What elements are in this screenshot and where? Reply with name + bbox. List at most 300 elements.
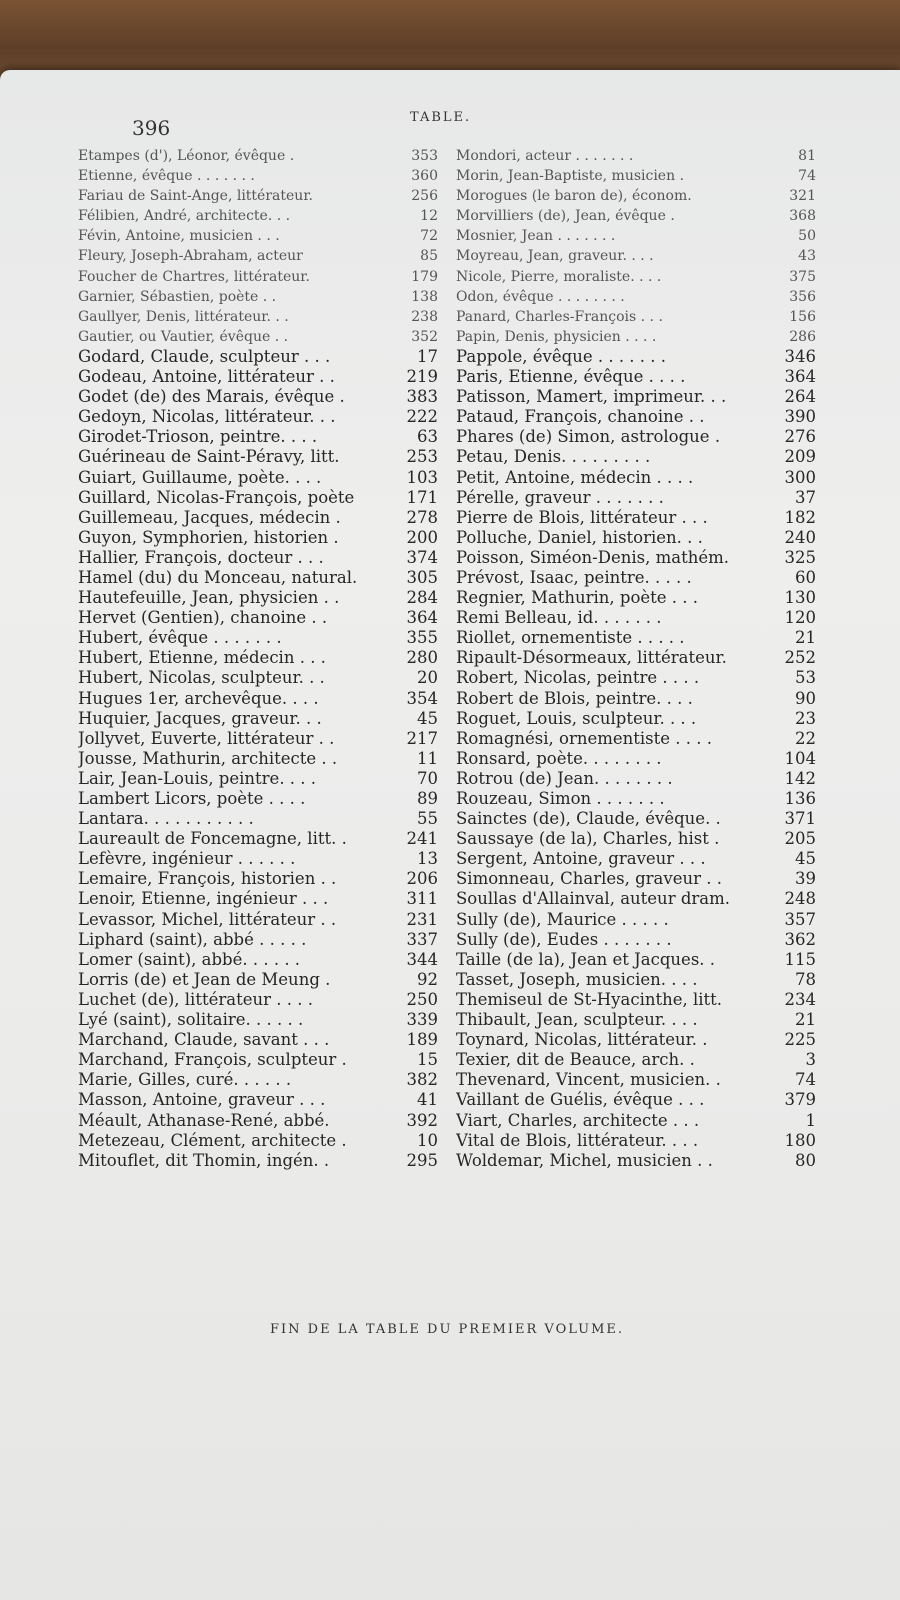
entry-name: Lambert Licors, poète . . . .	[78, 789, 306, 808]
entry-name: Girodet-Trioson, peintre. . . .	[78, 427, 318, 447]
entry-name: Félibien, André, architecte. . .	[78, 208, 291, 225]
entry-page-number: 371	[784, 809, 816, 829]
entry-name: Odon, évêque . . . . . . . .	[456, 288, 625, 305]
entry-page-number: 12	[420, 208, 438, 225]
index-entry	[456, 287, 816, 307]
index-entry	[78, 729, 438, 749]
entry-name: Foucher de Chartres, littérateur.	[78, 268, 310, 285]
entry-page-number: 339	[406, 1010, 438, 1030]
entry-name: Rotrou (de) Jean. . . . . . . .	[456, 768, 673, 788]
entry-page-number: 360	[411, 168, 438, 185]
index-entry	[78, 146, 438, 166]
entry-name: Mitouflet, dit Thomin, ingén. .	[78, 1150, 330, 1170]
entry-page-number: 180	[784, 1130, 816, 1150]
entry-name: Woldemar, Michel, musicien . .	[456, 1150, 713, 1170]
index-entry	[456, 990, 816, 1010]
index-entry	[78, 226, 438, 246]
entry-page-number: 11	[417, 748, 438, 768]
entry-page-number: 311	[406, 889, 438, 909]
entry-page-number: 248	[784, 889, 816, 909]
index-entry	[78, 1030, 438, 1050]
index-entry	[456, 1111, 816, 1131]
entry-page-number: 103	[406, 467, 438, 487]
entry-page-number: 337	[406, 929, 438, 949]
entry-name: Morin, Jean-Baptiste, musicien .	[456, 168, 685, 185]
entry-name: Mondori, acteur . . . . . . .	[456, 148, 634, 164]
entry-name: Lantara. . . . . . . . . . .	[78, 809, 254, 829]
index-entry	[78, 508, 438, 528]
entry-page-number: 354	[406, 688, 438, 708]
index-entry	[456, 930, 816, 950]
entry-name: Romagnési, ornementiste . . . .	[456, 728, 713, 748]
index-entry	[78, 588, 438, 608]
entry-name: Garnier, Sébastien, poète . .	[78, 288, 277, 305]
index-entry	[78, 869, 438, 889]
index-entry	[456, 146, 816, 166]
entry-name: Soullas d'Allainval, auteur dram.	[456, 889, 730, 909]
entry-name: Metezeau, Clément, architecte .	[78, 1130, 347, 1150]
entry-page-number: 72	[420, 228, 438, 245]
index-entry	[78, 528, 438, 548]
index-entry	[78, 809, 438, 829]
index-entry	[78, 427, 438, 447]
entry-page-number: 189	[406, 1030, 438, 1050]
entry-page-number: 3	[805, 1050, 816, 1070]
entry-page-number: 92	[417, 969, 438, 989]
entry-name: Themiseul de St-Hyacinthe, litt.	[456, 989, 723, 1009]
index-entry	[456, 488, 816, 508]
entry-page-number: 60	[795, 567, 816, 587]
entry-name: Laureault de Foncemagne, litt. .	[78, 829, 347, 849]
entry-page-number: 45	[417, 708, 438, 728]
index-entry	[78, 950, 438, 970]
entry-name: Patisson, Mamert, imprimeur. . .	[456, 387, 727, 407]
entry-name: Ripault-Désormeaux, littérateur.	[456, 648, 727, 668]
index-entry	[456, 307, 816, 327]
entry-page-number: 353	[411, 148, 438, 164]
entry-name: Etienne, évêque . . . . . . .	[78, 168, 255, 185]
entry-name: Levassor, Michel, littérateur . .	[78, 909, 337, 929]
entry-page-number: 278	[406, 507, 438, 527]
index-entry	[78, 668, 438, 688]
index-entry	[456, 628, 816, 648]
entry-page-number: 78	[795, 969, 816, 989]
entry-name: Vital de Blois, littérateur. . . .	[456, 1130, 699, 1150]
entry-name: Petit, Antoine, médecin . . . .	[456, 467, 694, 487]
entry-name: Papin, Denis, physicien . . . .	[456, 328, 657, 345]
index-entry	[78, 1151, 438, 1171]
entry-page-number: 382	[406, 1070, 438, 1090]
entry-name: Taille (de la), Jean et Jacques. .	[456, 949, 716, 969]
index-entry	[456, 1050, 816, 1070]
index-entry	[456, 1010, 816, 1030]
entry-name: Guillemeau, Jacques, médecin .	[78, 507, 341, 527]
entry-page-number: 142	[784, 768, 816, 788]
entry-page-number: 182	[784, 507, 816, 527]
entry-name: Pataud, François, chanoine . .	[456, 407, 705, 427]
entry-page-number: 15	[417, 1050, 438, 1070]
index-entry	[456, 267, 816, 287]
entry-name: Mosnier, Jean . . . . . . .	[456, 228, 616, 245]
entry-name: Hervet (Gentien), chanoine . .	[78, 608, 328, 628]
entry-name: Sergent, Antoine, graveur . . .	[456, 849, 706, 869]
entry-name: Morogues (le baron de), économ.	[456, 188, 692, 205]
index-column-left	[78, 146, 438, 1171]
index-entry	[456, 528, 816, 548]
index-entry	[78, 307, 438, 327]
entry-name: Simonneau, Charles, graveur . .	[456, 869, 722, 889]
index-entry	[78, 387, 438, 407]
entry-page-number: 41	[417, 1090, 438, 1110]
entry-page-number: 346	[784, 346, 816, 366]
entry-name: Polluche, Daniel, historien. . .	[456, 527, 703, 547]
entry-name: Toynard, Nicolas, littérateur. .	[456, 1030, 708, 1050]
entry-name: Jollyvet, Euverte, littérateur . .	[78, 728, 335, 748]
index-entry	[78, 889, 438, 909]
entry-page-number: 392	[406, 1110, 438, 1130]
entry-page-number: 21	[795, 628, 816, 648]
index-entry	[78, 789, 438, 809]
entry-page-number: 45	[795, 849, 816, 869]
entry-page-number: 1	[805, 1110, 816, 1130]
entry-page-number: 70	[417, 768, 438, 788]
entry-page-number: 362	[784, 929, 816, 949]
index-entry	[456, 186, 816, 206]
entry-page-number: 284	[406, 588, 438, 608]
index-entry	[78, 468, 438, 488]
entry-page-number: 375	[789, 268, 816, 285]
entry-name: Sully (de), Maurice . . . . .	[456, 909, 669, 929]
entry-name: Liphard (saint), abbé . . . . .	[78, 929, 307, 949]
entry-name: Riollet, ornementiste . . . . .	[456, 628, 685, 648]
index-entry	[456, 729, 816, 749]
index-entry	[456, 749, 816, 769]
entry-page-number: 240	[784, 527, 816, 547]
entry-name: Pierre de Blois, littérateur . . .	[456, 507, 708, 527]
entry-name: Rouzeau, Simon . . . . . . .	[456, 789, 665, 808]
entry-page-number: 13	[417, 849, 438, 869]
index-entry	[456, 246, 816, 266]
end-of-table-note: FIN DE LA TABLE DU PREMIER VOLUME.	[270, 1322, 625, 1337]
index-entry	[456, 568, 816, 588]
index-entry	[456, 327, 816, 347]
entry-page-number: 234	[784, 989, 816, 1009]
entry-page-number: 39	[795, 869, 816, 889]
entry-page-number: 374	[406, 547, 438, 567]
entry-page-number: 200	[406, 527, 438, 547]
entry-name: Paris, Etienne, évêque . . . .	[456, 367, 686, 387]
entry-page-number: 325	[784, 547, 816, 567]
entry-page-number: 241	[406, 829, 438, 849]
index-entry	[78, 709, 438, 729]
index-entry	[456, 889, 816, 909]
entry-page-number: 209	[784, 447, 816, 467]
entry-page-number: 217	[406, 728, 438, 748]
entry-page-number: 85	[420, 248, 438, 265]
entry-page-number: 74	[798, 168, 816, 185]
entry-page-number: 252	[784, 648, 816, 668]
entry-name: Godeau, Antoine, littérateur . .	[78, 367, 335, 387]
index-entry	[78, 407, 438, 427]
entry-name: Fariau de Saint-Ange, littérateur.	[78, 188, 313, 205]
entry-page-number: 253	[406, 447, 438, 467]
index-entry	[456, 387, 816, 407]
entry-page-number: 364	[406, 608, 438, 628]
entry-page-number: 37	[795, 487, 816, 507]
index-entry	[456, 347, 816, 367]
entry-name: Marchand, François, sculpteur .	[78, 1050, 347, 1070]
index-entry	[456, 849, 816, 869]
entry-name: Masson, Antoine, graveur . . .	[78, 1090, 326, 1110]
entry-name: Thevenard, Vincent, musicien. .	[456, 1070, 721, 1090]
entry-page-number: 364	[784, 367, 816, 387]
entry-name: Godard, Claude, sculpteur . . .	[78, 346, 331, 366]
entry-name: Vaillant de Guélis, évêque . . .	[456, 1090, 705, 1110]
entry-page-number: 74	[795, 1070, 816, 1090]
entry-name: Morvilliers (de), Jean, évêque .	[456, 208, 675, 225]
entry-page-number: 136	[784, 789, 816, 808]
index-entry	[78, 488, 438, 508]
index-entry	[78, 608, 438, 628]
index-entry	[456, 166, 816, 186]
entry-page-number: 368	[789, 208, 816, 225]
entry-page-number: 50	[798, 228, 816, 245]
entry-name: Hubert, Nicolas, sculpteur. . .	[78, 668, 325, 688]
entry-name: Hautefeuille, Jean, physicien . .	[78, 588, 340, 608]
index-entry	[78, 628, 438, 648]
index-entry	[78, 166, 438, 186]
index-entry	[78, 267, 438, 287]
entry-name: Petau, Denis. . . . . . . . .	[456, 447, 651, 467]
index-entry	[456, 1030, 816, 1050]
entry-page-number: 20	[417, 668, 438, 688]
entry-name: Etampes (d'), Léonor, évêque .	[78, 148, 295, 164]
index-column-right	[456, 146, 816, 1171]
index-entry	[78, 1050, 438, 1070]
entry-page-number: 390	[784, 407, 816, 427]
entry-name: Marchand, Claude, savant . . .	[78, 1030, 330, 1050]
entry-name: Lefèvre, ingénieur . . . . . .	[78, 849, 296, 869]
entry-page-number: 356	[789, 288, 816, 305]
index-entry	[456, 226, 816, 246]
entry-name: Lyé (saint), solitaire. . . . . .	[78, 1010, 304, 1030]
entry-page-number: 17	[417, 346, 438, 366]
entry-page-number: 179	[411, 268, 438, 285]
entry-page-number: 225	[784, 1030, 816, 1050]
index-entry	[456, 809, 816, 829]
index-entry	[78, 930, 438, 950]
entry-page-number: 21	[795, 1010, 816, 1030]
index-entry	[78, 347, 438, 367]
index-entry	[78, 548, 438, 568]
page-number: 396	[132, 116, 171, 140]
index-entry	[78, 1090, 438, 1110]
index-entry	[456, 1131, 816, 1151]
index-entry	[78, 769, 438, 789]
entry-page-number: 81	[798, 148, 816, 164]
entry-name: Marie, Gilles, curé. . . . . .	[78, 1070, 292, 1090]
entry-name: Gedoyn, Nicolas, littérateur. . .	[78, 407, 336, 427]
entry-name: Lorris (de) et Jean de Meung .	[78, 969, 331, 989]
index-entry	[456, 769, 816, 789]
entry-name: Remi Belleau, id. . . . . . .	[456, 608, 662, 628]
entry-name: Poisson, Siméon-Denis, mathém.	[456, 547, 730, 567]
entry-page-number: 355	[406, 628, 438, 648]
index-entry	[456, 206, 816, 226]
entry-page-number: 55	[417, 809, 438, 829]
entry-name: Roguet, Louis, sculpteur. . . .	[456, 708, 697, 728]
entry-name: Sainctes (de), Claude, évêque. .	[456, 809, 721, 829]
index-entry	[456, 447, 816, 467]
index-entry	[456, 950, 816, 970]
entry-name: Nicole, Pierre, moraliste. . . .	[456, 268, 662, 285]
index-entry	[78, 648, 438, 668]
entry-page-number: 156	[789, 308, 816, 325]
entry-page-number: 219	[406, 367, 438, 387]
index-entry	[78, 1070, 438, 1090]
index-entry	[456, 910, 816, 930]
index-entry	[78, 367, 438, 387]
index-entry	[78, 849, 438, 869]
index-entry	[78, 1010, 438, 1030]
entry-name: Sully (de), Eudes . . . . . . .	[456, 929, 672, 949]
entry-page-number: 22	[795, 728, 816, 748]
entry-page-number: 222	[406, 407, 438, 427]
entry-name: Pappole, évêque . . . . . . .	[456, 346, 667, 366]
index-entry	[456, 829, 816, 849]
entry-name: Saussaye (de la), Charles, hist .	[456, 829, 720, 849]
index-entry	[78, 1111, 438, 1131]
index-entry	[456, 970, 816, 990]
entry-page-number: 256	[411, 188, 438, 205]
index-entry	[456, 608, 816, 628]
index-entry	[78, 689, 438, 709]
entry-name: Luchet (de), littérateur . . . .	[78, 989, 313, 1009]
index-entry	[456, 869, 816, 889]
entry-page-number: 383	[406, 387, 438, 407]
index-entry	[78, 246, 438, 266]
entry-name: Gautier, ou Vautier, évêque . .	[78, 328, 289, 345]
index-entry	[78, 910, 438, 930]
index-entry	[456, 709, 816, 729]
entry-name: Guyon, Symphorien, historien .	[78, 527, 339, 547]
entry-name: Moyreau, Jean, graveur. . . .	[456, 248, 654, 265]
entry-page-number: 286	[789, 328, 816, 345]
entry-name: Regnier, Mathurin, poète . . .	[456, 588, 699, 608]
entry-page-number: 23	[795, 708, 816, 728]
entry-page-number: 300	[784, 467, 816, 487]
entry-name: Lair, Jean-Louis, peintre. . . .	[78, 768, 317, 788]
entry-page-number: 53	[795, 668, 816, 688]
index-entry	[456, 588, 816, 608]
index-entry	[456, 668, 816, 688]
entry-name: Guérineau de Saint-Péravy, litt.	[78, 447, 340, 467]
index-entry	[456, 367, 816, 387]
entry-name: Gaullyer, Denis, littérateur. . .	[78, 308, 289, 325]
entry-name: Hamel (du) du Monceau, natural.	[78, 567, 358, 587]
entry-name: Pérelle, graveur . . . . . . .	[456, 487, 664, 507]
entry-name: Panard, Charles-François . . .	[456, 308, 663, 325]
entry-page-number: 352	[411, 328, 438, 345]
entry-name: Robert, Nicolas, peintre . . . .	[456, 668, 700, 688]
entry-page-number: 264	[784, 387, 816, 407]
entry-page-number: 379	[784, 1090, 816, 1110]
index-entry	[78, 206, 438, 226]
entry-name: Lenoir, Etienne, ingénieur . . .	[78, 889, 329, 909]
entry-page-number: 231	[406, 909, 438, 929]
entry-page-number: 104	[784, 748, 816, 768]
index-entry	[78, 749, 438, 769]
entry-page-number: 10	[417, 1130, 438, 1150]
index-entry	[456, 1090, 816, 1110]
index-entry	[456, 1151, 816, 1171]
index-entry	[456, 789, 816, 809]
entry-name: Lemaire, François, historien . .	[78, 869, 337, 889]
entry-name: Jousse, Mathurin, architecte . .	[78, 748, 338, 768]
entry-name: Robert de Blois, peintre. . . .	[456, 688, 693, 708]
index-entry	[456, 407, 816, 427]
entry-page-number: 90	[795, 688, 816, 708]
index-entry	[456, 548, 816, 568]
entry-name: Prévost, Isaac, peintre. . . . .	[456, 567, 692, 587]
entry-name: Guiart, Guillaume, poète. . . .	[78, 467, 322, 487]
entry-page-number: 130	[784, 588, 816, 608]
index-entry	[78, 327, 438, 347]
index-entry	[78, 1131, 438, 1151]
entry-page-number: 250	[406, 989, 438, 1009]
entry-page-number: 321	[789, 188, 816, 205]
entry-name: Phares (de) Simon, astrologue .	[456, 427, 721, 447]
entry-name: Hubert, Etienne, médecin . . .	[78, 648, 326, 668]
entry-page-number: 43	[798, 248, 816, 265]
index-entry	[456, 648, 816, 668]
index-entry	[456, 508, 816, 528]
entry-page-number: 305	[406, 567, 438, 587]
index-entry	[78, 186, 438, 206]
entry-name: Viart, Charles, architecte . . .	[456, 1110, 700, 1130]
index-entry	[456, 689, 816, 709]
entry-name: Thibault, Jean, sculpteur. . . .	[456, 1010, 698, 1030]
index-entry	[78, 990, 438, 1010]
entry-name: Méault, Athanase-René, abbé.	[78, 1110, 330, 1130]
entry-page-number: 205	[784, 829, 816, 849]
entry-page-number: 276	[784, 427, 816, 447]
entry-name: Hallier, François, docteur . . .	[78, 547, 324, 567]
index-entry	[78, 447, 438, 467]
entry-name: Hugues 1er, archevêque. . . .	[78, 688, 319, 708]
index-entry	[78, 287, 438, 307]
running-head: TABLE.	[410, 110, 472, 125]
entry-page-number: 115	[784, 949, 816, 969]
index-entry	[456, 468, 816, 488]
entry-name: Ronsard, poète. . . . . . . .	[456, 748, 662, 768]
entry-name: Godet (de) des Marais, évêque .	[78, 387, 345, 407]
entry-page-number: 63	[417, 427, 438, 447]
entry-page-number: 344	[406, 949, 438, 969]
entry-page-number: 89	[417, 789, 438, 808]
entry-page-number: 206	[406, 869, 438, 889]
entry-name: Hubert, évêque . . . . . . .	[78, 628, 282, 648]
index-entry	[456, 427, 816, 447]
entry-name: Févin, Antoine, musicien . . .	[78, 228, 280, 245]
entry-page-number: 357	[784, 909, 816, 929]
entry-name: Tasset, Joseph, musicien. . . .	[456, 969, 698, 989]
entry-name: Guillard, Nicolas-François, poète	[78, 487, 355, 507]
index-entry	[78, 568, 438, 588]
entry-name: Fleury, Joseph-Abraham, acteur	[78, 248, 303, 265]
entry-page-number: 80	[795, 1150, 816, 1170]
entry-page-number: 171	[406, 487, 438, 507]
